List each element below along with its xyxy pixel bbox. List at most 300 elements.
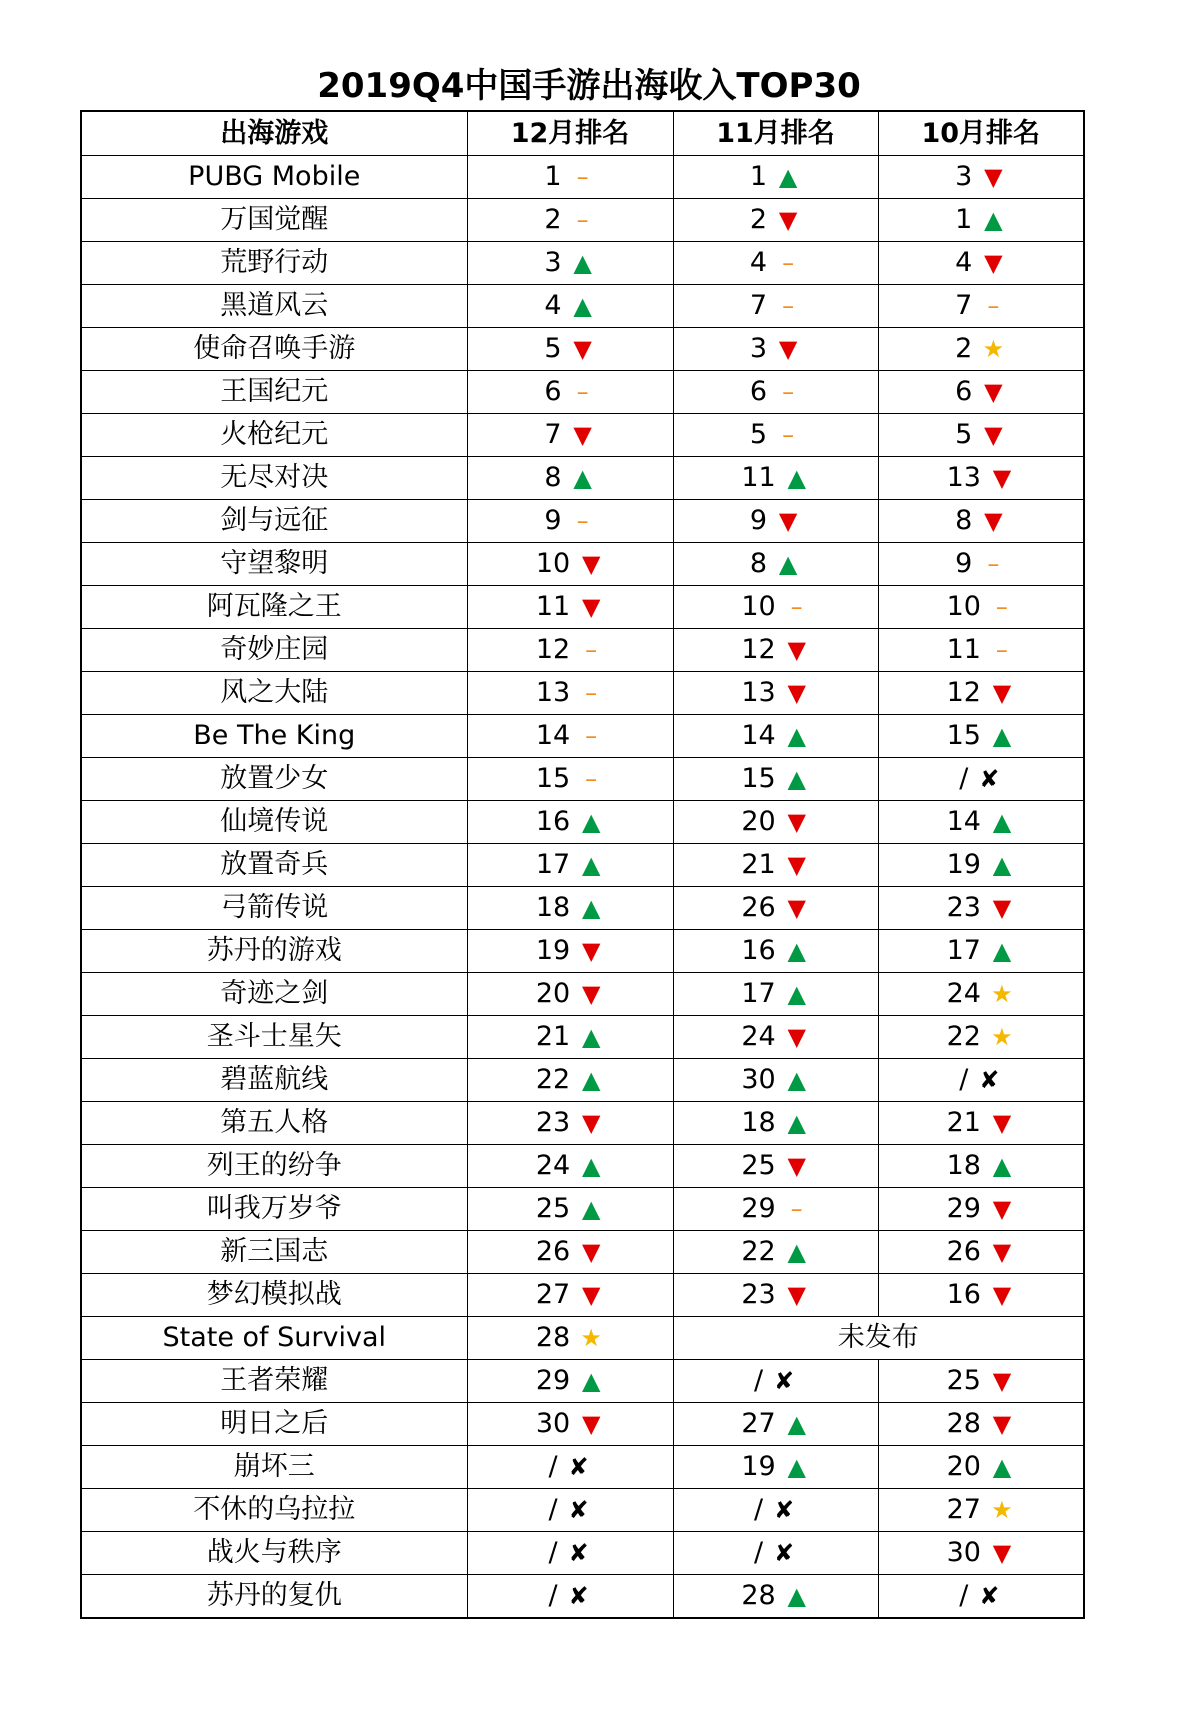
dash-icon: – xyxy=(995,593,1008,621)
rank-cell xyxy=(673,1016,878,1059)
rank-cell xyxy=(878,973,1084,1016)
table-row xyxy=(81,1231,1084,1274)
rank-cell xyxy=(878,1059,1084,1102)
cross-icon: ✘ xyxy=(568,1496,589,1524)
game-name-cell: 万国觉醒 xyxy=(81,199,467,242)
rank-value: 17 xyxy=(535,849,571,880)
rank-value: 26 xyxy=(535,1236,571,1267)
up-triangle-icon: ▲ xyxy=(581,1066,601,1094)
rank-value: 9 xyxy=(955,548,973,579)
rank-cell xyxy=(878,1489,1084,1532)
rank-value: / xyxy=(548,1537,558,1568)
up-triangle-icon: ▲ xyxy=(992,937,1012,965)
rank-cell xyxy=(673,1446,878,1489)
cross-icon: ✘ xyxy=(979,1582,1000,1610)
rank-cell xyxy=(467,1317,673,1360)
rank-value: / xyxy=(959,1580,969,1611)
table-row xyxy=(81,1188,1084,1231)
rank-value: 28 xyxy=(946,1408,981,1439)
rank-value: 22 xyxy=(946,1021,981,1052)
rank-cell xyxy=(673,1489,878,1532)
up-triangle-icon: ▲ xyxy=(778,163,798,191)
rank-cell xyxy=(467,1532,673,1575)
table-row xyxy=(81,328,1084,371)
down-triangle-icon: ▼ xyxy=(787,894,806,922)
star-icon: ★ xyxy=(991,980,1013,1008)
cross-icon: ✘ xyxy=(979,765,1000,793)
game-name-cell: 崩坏三 xyxy=(81,1446,467,1489)
up-triangle-icon: ▲ xyxy=(984,206,1003,234)
rank-value: 16 xyxy=(741,935,776,966)
table-row xyxy=(81,199,1084,242)
down-triangle-icon: ▼ xyxy=(992,1281,1012,1309)
cross-icon: ✘ xyxy=(568,1582,589,1610)
rank-value: / xyxy=(959,1064,969,1095)
rank-value: 1 xyxy=(544,161,562,192)
game-name-cell: 仙境传说 xyxy=(81,801,467,844)
game-name-cell: 不休的乌拉拉 xyxy=(81,1489,467,1532)
rank-cell xyxy=(467,156,673,199)
game-name-cell: 圣斗士星矢 xyxy=(81,1016,467,1059)
rank-cell xyxy=(467,672,673,715)
down-triangle-icon: ▼ xyxy=(984,421,1003,449)
dash-icon: – xyxy=(782,292,795,320)
table-row xyxy=(81,156,1084,199)
table-header-row xyxy=(81,111,1084,156)
game-name-cell: 第五人格 xyxy=(81,1102,467,1145)
table-row xyxy=(81,1532,1084,1575)
rank-value: 5 xyxy=(955,419,973,450)
rank-value: 8 xyxy=(955,505,973,536)
down-triangle-icon: ▼ xyxy=(778,206,798,234)
rank-cell xyxy=(467,1231,673,1274)
rank-cell xyxy=(673,199,878,242)
header-dec-rank: 12月排名 xyxy=(467,111,673,156)
down-triangle-icon: ▼ xyxy=(787,1023,806,1051)
game-name-cell: 阿瓦隆之王 xyxy=(81,586,467,629)
down-triangle-icon: ▼ xyxy=(581,593,601,621)
rank-value: 4 xyxy=(955,247,973,278)
rank-value: 30 xyxy=(741,1064,776,1095)
rank-value: 14 xyxy=(741,720,776,751)
rank-value: 26 xyxy=(741,892,776,923)
game-name-cell: 苏丹的游戏 xyxy=(81,930,467,973)
table-row xyxy=(81,1145,1084,1188)
down-triangle-icon: ▼ xyxy=(581,1109,601,1137)
table-row xyxy=(81,715,1084,758)
dash-icon: – xyxy=(790,593,803,621)
table-row xyxy=(81,500,1084,543)
rank-cell xyxy=(878,1360,1084,1403)
up-triangle-icon: ▲ xyxy=(787,1410,806,1438)
rank-value: 30 xyxy=(946,1537,981,1568)
rank-cell xyxy=(467,1360,673,1403)
rank-cell xyxy=(878,1188,1084,1231)
rank-cell xyxy=(673,242,878,285)
rank-value: 8 xyxy=(544,462,562,493)
table-row xyxy=(81,1317,1084,1360)
rank-value: 7 xyxy=(544,419,562,450)
up-triangle-icon: ▲ xyxy=(581,851,601,879)
rank-cell xyxy=(467,414,673,457)
rank-value: 27 xyxy=(535,1279,571,1310)
rank-cell xyxy=(673,1188,878,1231)
rank-cell xyxy=(878,156,1084,199)
rank-value: / xyxy=(753,1494,764,1525)
rank-cell xyxy=(673,887,878,930)
table-row xyxy=(81,1016,1084,1059)
rank-cell xyxy=(878,844,1084,887)
rank-cell xyxy=(878,887,1084,930)
rank-value: 20 xyxy=(946,1451,981,1482)
table-row xyxy=(81,543,1084,586)
rank-value: 24 xyxy=(946,978,981,1009)
rank-cell xyxy=(878,285,1084,328)
rank-value: 29 xyxy=(741,1193,776,1224)
game-name-cell: PUBG Mobile xyxy=(81,156,467,199)
rank-cell xyxy=(673,1403,878,1446)
up-triangle-icon: ▲ xyxy=(778,550,798,578)
up-triangle-icon: ▲ xyxy=(581,1023,601,1051)
rank-value: 11 xyxy=(741,462,776,493)
cross-icon: ✘ xyxy=(568,1539,589,1567)
rank-value: / xyxy=(548,1451,558,1482)
rank-cell xyxy=(467,1145,673,1188)
rank-value: 23 xyxy=(741,1279,776,1310)
cross-icon: ✘ xyxy=(773,1539,795,1567)
rank-value: 13 xyxy=(741,677,776,708)
cross-icon: ✘ xyxy=(773,1367,795,1395)
dash-icon: – xyxy=(576,163,589,191)
up-triangle-icon: ▲ xyxy=(992,1152,1012,1180)
rank-cell xyxy=(878,1575,1084,1619)
rank-cell xyxy=(673,1231,878,1274)
rank-cell xyxy=(673,930,878,973)
dash-icon: – xyxy=(576,378,589,406)
rank-cell xyxy=(878,543,1084,586)
rank-cell xyxy=(878,199,1084,242)
rank-value: 27 xyxy=(741,1408,776,1439)
rank-value: 28 xyxy=(741,1580,776,1611)
up-triangle-icon: ▲ xyxy=(581,1195,601,1223)
table-row xyxy=(81,1360,1084,1403)
rank-value: 24 xyxy=(741,1021,776,1052)
up-triangle-icon: ▲ xyxy=(992,722,1012,750)
rank-cell xyxy=(878,930,1084,973)
rank-cell xyxy=(467,1188,673,1231)
down-triangle-icon: ▼ xyxy=(992,1109,1012,1137)
dash-icon: – xyxy=(576,507,589,535)
rank-value: 21 xyxy=(946,1107,981,1138)
table-row xyxy=(81,1446,1084,1489)
rank-cell xyxy=(673,543,878,586)
rank-cell xyxy=(878,242,1084,285)
rank-value: 16 xyxy=(946,1279,981,1310)
rank-value: 25 xyxy=(946,1365,981,1396)
rank-value: 7 xyxy=(749,290,768,321)
rank-value: 24 xyxy=(535,1150,571,1181)
up-triangle-icon: ▲ xyxy=(787,1582,806,1610)
table-row xyxy=(81,801,1084,844)
rank-cell xyxy=(673,801,878,844)
down-triangle-icon: ▼ xyxy=(581,980,601,1008)
game-name-cell: 弓箭传说 xyxy=(81,887,467,930)
rank-value: 29 xyxy=(535,1365,571,1396)
game-name-cell: 放置奇兵 xyxy=(81,844,467,887)
rank-cell xyxy=(467,285,673,328)
dash-icon: – xyxy=(585,679,598,707)
rank-cell xyxy=(467,758,673,801)
down-triangle-icon: ▼ xyxy=(787,851,806,879)
down-triangle-icon: ▼ xyxy=(984,507,1003,535)
rank-cell xyxy=(467,1102,673,1145)
rank-cell xyxy=(673,844,878,887)
table-row xyxy=(81,285,1084,328)
rank-cell xyxy=(673,457,878,500)
rank-value: 17 xyxy=(741,978,776,1009)
rank-cell xyxy=(878,500,1084,543)
rank-cell xyxy=(673,672,878,715)
table-row xyxy=(81,629,1084,672)
rank-value: 28 xyxy=(535,1322,571,1353)
up-triangle-icon: ▲ xyxy=(992,808,1012,836)
header-nov-rank: 11月排名 xyxy=(673,111,878,156)
rank-value: 2 xyxy=(955,333,973,364)
down-triangle-icon: ▼ xyxy=(984,163,1003,191)
down-triangle-icon: ▼ xyxy=(787,679,806,707)
rank-value: 5 xyxy=(544,333,562,364)
rank-value: 6 xyxy=(544,376,562,407)
rank-cell xyxy=(467,629,673,672)
rank-value: 10 xyxy=(946,591,981,622)
rank-cell xyxy=(673,500,878,543)
rank-value: 12 xyxy=(741,634,776,665)
rank-value: 15 xyxy=(741,763,776,794)
up-triangle-icon: ▲ xyxy=(787,765,806,793)
table-row xyxy=(81,1274,1084,1317)
rank-value: 17 xyxy=(946,935,981,966)
table-row xyxy=(81,758,1084,801)
table-row xyxy=(81,457,1084,500)
up-triangle-icon: ▲ xyxy=(573,292,592,320)
cross-icon: ✘ xyxy=(979,1066,1000,1094)
game-name-cell: 苏丹的复仇 xyxy=(81,1575,467,1619)
rank-cell xyxy=(673,715,878,758)
star-icon: ★ xyxy=(991,1023,1013,1051)
header-game: 出海游戏 xyxy=(81,111,467,156)
rank-cell xyxy=(673,1102,878,1145)
down-triangle-icon: ▼ xyxy=(992,1410,1012,1438)
rank-value: 5 xyxy=(749,419,768,450)
dash-icon: – xyxy=(782,249,795,277)
table-row xyxy=(81,887,1084,930)
rank-value: / xyxy=(753,1365,764,1396)
rank-cell xyxy=(467,371,673,414)
rank-value: 9 xyxy=(544,505,562,536)
down-triangle-icon: ▼ xyxy=(573,335,592,363)
rank-value: 15 xyxy=(946,720,981,751)
up-triangle-icon: ▲ xyxy=(581,1367,601,1395)
down-triangle-icon: ▼ xyxy=(984,378,1003,406)
table-row xyxy=(81,242,1084,285)
dash-icon: – xyxy=(782,378,795,406)
rank-cell xyxy=(673,371,878,414)
down-triangle-icon: ▼ xyxy=(581,550,601,578)
rank-cell xyxy=(878,758,1084,801)
rank-value: 7 xyxy=(955,290,973,321)
dash-icon: – xyxy=(782,421,795,449)
rank-value: 23 xyxy=(535,1107,571,1138)
star-icon: ★ xyxy=(991,1496,1013,1524)
down-triangle-icon: ▼ xyxy=(984,249,1003,277)
rank-cell xyxy=(878,1231,1084,1274)
up-triangle-icon: ▲ xyxy=(787,980,806,1008)
table-row xyxy=(81,414,1084,457)
rank-cell xyxy=(673,285,878,328)
rank-cell xyxy=(878,414,1084,457)
table-row xyxy=(81,1059,1084,1102)
rank-value: 13 xyxy=(946,462,981,493)
rank-cell xyxy=(467,1016,673,1059)
table-row xyxy=(81,672,1084,715)
rank-cell xyxy=(467,500,673,543)
rank-cell xyxy=(673,1274,878,1317)
rank-value: 18 xyxy=(741,1107,776,1138)
game-name-cell: 守望黎明 xyxy=(81,543,467,586)
game-name-cell: 奇迹之剑 xyxy=(81,973,467,1016)
up-triangle-icon: ▲ xyxy=(787,937,806,965)
game-name-cell: 剑与远征 xyxy=(81,500,467,543)
rank-value: 12 xyxy=(535,634,571,665)
up-triangle-icon: ▲ xyxy=(581,808,601,836)
rank-cell xyxy=(878,1145,1084,1188)
rank-value: 2 xyxy=(749,204,768,235)
rank-cell xyxy=(467,543,673,586)
up-triangle-icon: ▲ xyxy=(573,249,592,277)
rank-value: 14 xyxy=(535,720,571,751)
rank-cell xyxy=(673,586,878,629)
rank-cell xyxy=(467,242,673,285)
rank-cell xyxy=(467,1274,673,1317)
table-body xyxy=(81,156,1084,1619)
rank-value: 30 xyxy=(535,1408,571,1439)
rank-cell xyxy=(467,930,673,973)
up-triangle-icon: ▲ xyxy=(581,1152,601,1180)
table-row xyxy=(81,1575,1084,1619)
dash-icon: – xyxy=(987,292,1000,320)
rank-value: 23 xyxy=(946,892,981,923)
rank-value: 21 xyxy=(741,849,776,880)
game-name-cell: State of Survival xyxy=(81,1317,467,1360)
down-triangle-icon: ▼ xyxy=(581,1410,601,1438)
down-triangle-icon: ▼ xyxy=(581,1281,601,1309)
game-name-cell: 新三国志 xyxy=(81,1231,467,1274)
table-row xyxy=(81,930,1084,973)
game-name-cell: 明日之后 xyxy=(81,1403,467,1446)
rank-value: 6 xyxy=(749,376,768,407)
rank-value: 1 xyxy=(749,161,768,192)
rank-cell xyxy=(467,199,673,242)
cross-icon: ✘ xyxy=(773,1496,795,1524)
rank-value: / xyxy=(548,1580,558,1611)
rank-cell xyxy=(467,973,673,1016)
game-name-cell: 王国纪元 xyxy=(81,371,467,414)
rank-value: 19 xyxy=(535,935,571,966)
up-triangle-icon: ▲ xyxy=(787,1066,806,1094)
rank-cell xyxy=(878,1274,1084,1317)
rank-cell xyxy=(878,371,1084,414)
rank-value: 8 xyxy=(749,548,768,579)
rank-value: 3 xyxy=(955,161,973,192)
down-triangle-icon: ▼ xyxy=(992,894,1012,922)
rank-value: 15 xyxy=(535,763,571,794)
rank-cell xyxy=(878,629,1084,672)
game-name-cell: 荒野行动 xyxy=(81,242,467,285)
up-triangle-icon: ▲ xyxy=(992,1453,1012,1481)
rank-value: 22 xyxy=(535,1064,571,1095)
rank-cell xyxy=(467,887,673,930)
game-name-cell: 叫我万岁爷 xyxy=(81,1188,467,1231)
rank-cell xyxy=(467,1489,673,1532)
rank-value: 1 xyxy=(955,204,973,235)
unreleased-cell: 未发布 xyxy=(673,1317,1084,1360)
rank-value: 25 xyxy=(535,1193,571,1224)
rank-value: 19 xyxy=(741,1451,776,1482)
rank-cell xyxy=(673,1145,878,1188)
rank-value: 12 xyxy=(946,677,981,708)
game-name-cell: 王者荣耀 xyxy=(81,1360,467,1403)
game-name-cell: 战火与秩序 xyxy=(81,1532,467,1575)
rank-value: 25 xyxy=(741,1150,776,1181)
up-triangle-icon: ▲ xyxy=(787,722,806,750)
rank-value: 18 xyxy=(946,1150,981,1181)
rank-value: 13 xyxy=(535,677,571,708)
rank-value: / xyxy=(959,763,969,794)
rank-cell xyxy=(673,758,878,801)
rank-value: 11 xyxy=(946,634,981,665)
rank-cell xyxy=(673,156,878,199)
down-triangle-icon: ▼ xyxy=(992,1195,1012,1223)
rank-value: 11 xyxy=(535,591,571,622)
header-oct-rank: 10月排名 xyxy=(878,111,1084,156)
rank-cell xyxy=(467,586,673,629)
game-name-cell: 奇妙庄园 xyxy=(81,629,467,672)
up-triangle-icon: ▲ xyxy=(581,894,601,922)
down-triangle-icon: ▼ xyxy=(992,679,1012,707)
table-row xyxy=(81,973,1084,1016)
rank-value: / xyxy=(548,1494,558,1525)
game-name-cell: 风之大陆 xyxy=(81,672,467,715)
up-triangle-icon: ▲ xyxy=(787,1109,806,1137)
page-title: 2019Q4中国手游出海收入TOP30 xyxy=(317,66,861,106)
rank-cell xyxy=(878,586,1084,629)
rank-cell xyxy=(878,715,1084,758)
rank-cell xyxy=(878,801,1084,844)
rank-value: 9 xyxy=(749,505,768,536)
dash-icon: – xyxy=(585,722,598,750)
rank-cell xyxy=(467,801,673,844)
down-triangle-icon: ▼ xyxy=(778,507,798,535)
down-triangle-icon: ▼ xyxy=(992,1238,1012,1266)
down-triangle-icon: ▼ xyxy=(992,1367,1012,1395)
game-name-cell: 放置少女 xyxy=(81,758,467,801)
rank-value: 3 xyxy=(544,247,562,278)
dash-icon: – xyxy=(995,636,1008,664)
rank-cell xyxy=(673,629,878,672)
rank-cell xyxy=(673,1059,878,1102)
rank-cell xyxy=(878,328,1084,371)
rank-value: 16 xyxy=(535,806,571,837)
